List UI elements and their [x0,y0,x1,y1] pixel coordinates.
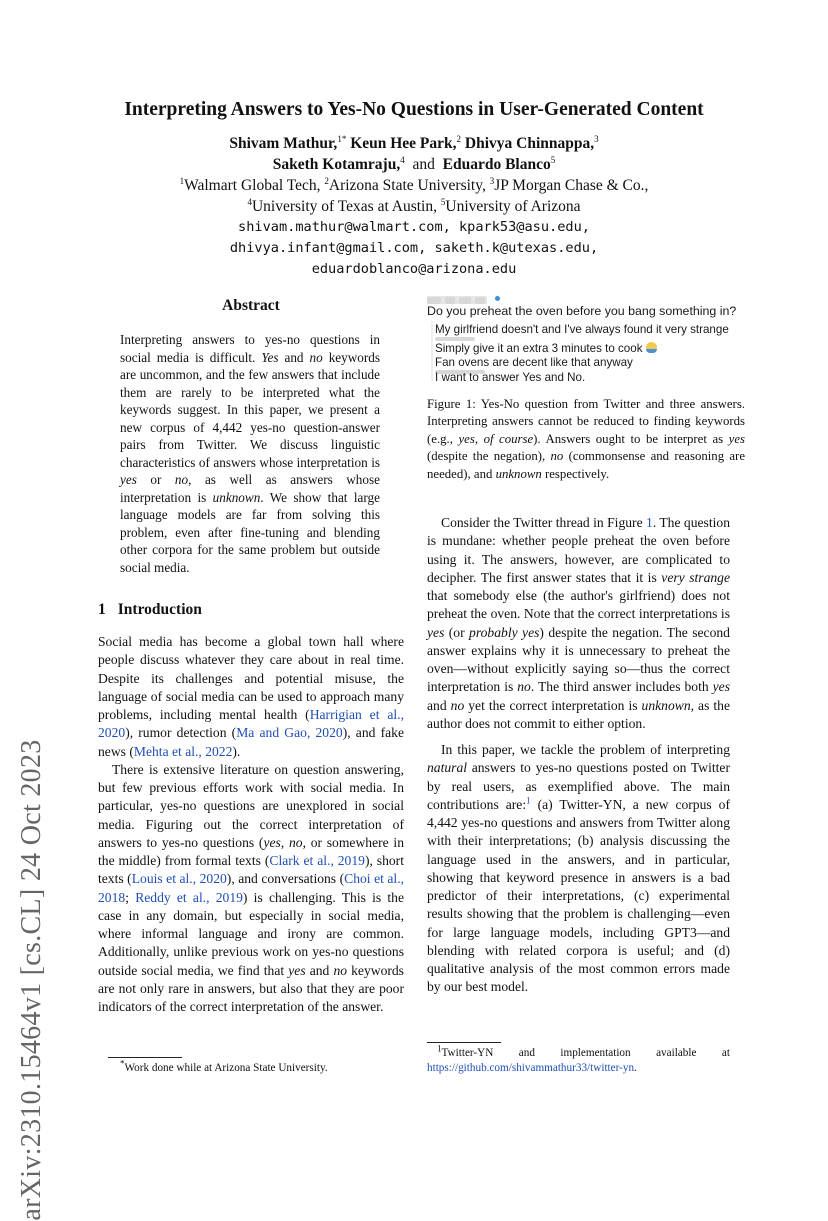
citation-link[interactable]: Clark et al., 2019 [269,853,365,868]
footnote-left: *Work done while at Arizona State University. [120,1058,328,1074]
citation-link[interactable]: Harrigian et al., 2020 [98,707,404,741]
author-name: Saketh Kotamraju, [272,156,401,173]
affil-mark: 1 [179,175,185,186]
left-column-body [98,633,404,1016]
thread-line [431,321,433,381]
author-affil-mark: 3 [594,133,599,144]
affiliation: Walmart Global Tech, [184,177,325,194]
affil-mark: 3 [489,175,495,186]
author-conjunction: and [412,156,435,173]
affiliations-line-1 [0,175,828,196]
citation-link[interactable]: Reddy et al., 2019 [135,889,243,905]
arxiv-sidebar [10,360,54,1221]
affiliations-line-2 [0,196,828,217]
author-affil-mark: 4 [400,154,405,165]
email-line-1[interactable]: shivam.mathur@walmart.com, kpark53@asu.edu, [238,219,590,235]
footnote-ref-link[interactable]: 1 [526,795,531,806]
affiliation: Arizona State University, [328,177,490,194]
citation-link[interactable]: Louis et al., 2020 [131,871,227,887]
author-name: Dhivya Chinnappa, [464,135,595,152]
verified-badge-icon [495,296,500,301]
figure-ref-link[interactable]: 1 [646,515,653,530]
arxiv-identifier: arXiv:2310.15464v1 [cs.CL] 24 Oct 2023 [16,739,47,1221]
affiliation: University of Arizona [445,198,581,215]
author-affil-mark: 1* [337,133,347,144]
author-name: Eduardo Blanco [442,156,551,173]
authors-line-1 [0,133,828,154]
affil-mark: 2 [324,175,329,186]
figure-tweet-thread [427,296,745,388]
tweet-question: Do you preheat the oven before you bang something in? [427,304,737,318]
affil-mark: 5 [440,196,446,207]
tweet-answer-2-continued: Fan ovens are decent like that anyway [435,356,633,369]
github-url-link[interactable]: https://github.com/shivammathur33/twitter-yn [427,1061,635,1074]
author-name: Keun Hee Park, [350,135,457,152]
paragraph: There is extensive literature on question answering, but few previous efforts work with social media. In particular, yes-no questions are unexplored in social media. Figuring out the correct interpretation of answers to yes-no questions (yes, no, or somewhere in the middle) from formal texts (Clark et al., 2019), short texts (Louis et al., 2020), and conversations (Choi et al., 2018; Reddy et al., 2019) is challenging. This is the case in any domain, but especially in social media, where informal language and irony are common. Additionally, unlike previous work on yes-no questions outside social media, we find that yes and no keywords are not only rare in answers, but also that they are poor indicators of the correct interpretation of the answer. [98,761,405,1014]
section-number: 1 [98,601,106,618]
paper-title: Interpreting Answers to Yes-No Questions in User-Generated Content [124,99,704,120]
affiliation: JP Morgan Chase & Co., [494,177,649,194]
paragraph: In this paper, we tackle the problem of interpreting natural answers to yes-no questions posted on Twitter by real users, as exemplified above. The main contributions are:$^1$ (a) Twitter-YN, a new corpus of 4,442 yes-no questions and answers from Twitter along with their interpretations; (b) analysis discussing the language used in the answers, and in particular, showing that keyword presence in answers is a bad predictor of their interpretations, (c) experimental results showing that the problem is challenging—even for large language models, including GPT3—and blending with related corpora is useful; and (d) qualitative analysis of the most common errors made by our best model. [427,742,730,995]
tweet-answer-3: I want to answer Yes and No. [435,371,586,384]
figure-caption: Figure 1: Yes-No question from Twitter and three answers. Interpreting answers cannot be reduced to finding keywords (e.g., yes, of course). Answers ought to be interpret as yes (despite the negation), no (commonsense and reasoning are needed), and unknown respectively. [427,397,745,481]
authors-line-2 [0,154,828,175]
section-heading-introduction [98,601,202,619]
author-affil-mark: 5 [550,154,556,165]
citation-link[interactable]: Mehta et al., 2022 [133,743,233,759]
affil-mark: 4 [247,196,252,207]
paragraph: Social media has become a global town hall where people discuss whatever they care about in real time. Despite its challenges and potential misuse, the language of social media can be used to approach many problems, including mental health (Harrigian et al., 2020), rumor detection (Ma and Gao, 2020), and fake news (Mehta et al., 2022). [98,634,404,759]
section-title: Introduction [117,601,202,618]
tweet-answer-2: Simply give it an extra 3 minutes to cook [435,342,657,355]
citation-link[interactable]: Choi et al., 2018 [98,871,405,905]
tweet-answer-1: My girlfriend doesn't and I've always found it very strange [435,323,729,336]
author-affil-mark: 2 [456,133,462,144]
email-line-3[interactable]: eduardoblanco@arizona.edu [311,261,517,277]
right-column-body [427,514,730,997]
cook-emoji-icon [646,342,657,353]
author-name: Shivam Mathur, [229,135,338,152]
email-line-2[interactable]: dhivya.infant@gmail.com, saketh.k@utexas.edu, [229,240,599,256]
abstract-heading: Abstract [222,297,280,314]
footnote-right: $^1$Twitter-YN and implementation available at https://github.com/shivammathur33/twitter-yn. [427,1043,730,1074]
citation-link[interactable]: Ma and Gao, 2020 [236,725,343,741]
abstract-body: Interpreting answers to yes-no questions in social media is difficult. Yes and no keywords are uncommon, and the few answers that include them are rarely to be interpreted what the keywords suggest. In this paper, we present a new corpus of 4,442 yes-no question-answer pairs from Twitter. We discuss linguistic characteristics of answers whose interpretation is yes or no, as well as answers whose interpretation is unknown. We show that large language models are far from solving this problem, even after fine-tuning and blending other corpora for the same problem but outside social media. [120,332,380,575]
paragraph: Consider the Twitter thread in Figure 1. The question is mundane: whether people preheat the oven before using it. The answers, however, are complicated to decipher. The first answer states that it is very strange that somebody else (the author's girlfriend) does not preheat the oven. Note that the correct interpretations is yes (or probably yes) despite the negation. The second answer explains why it is unnecessary to preheat the oven—without explicitly saying so—thus the correct interpretation is no. The third answer includes both yes and no yet the correct interpretation is unknown, as the author does not commit to either option. [427,515,730,731]
affiliation: University of Texas at Austin, [251,198,441,215]
